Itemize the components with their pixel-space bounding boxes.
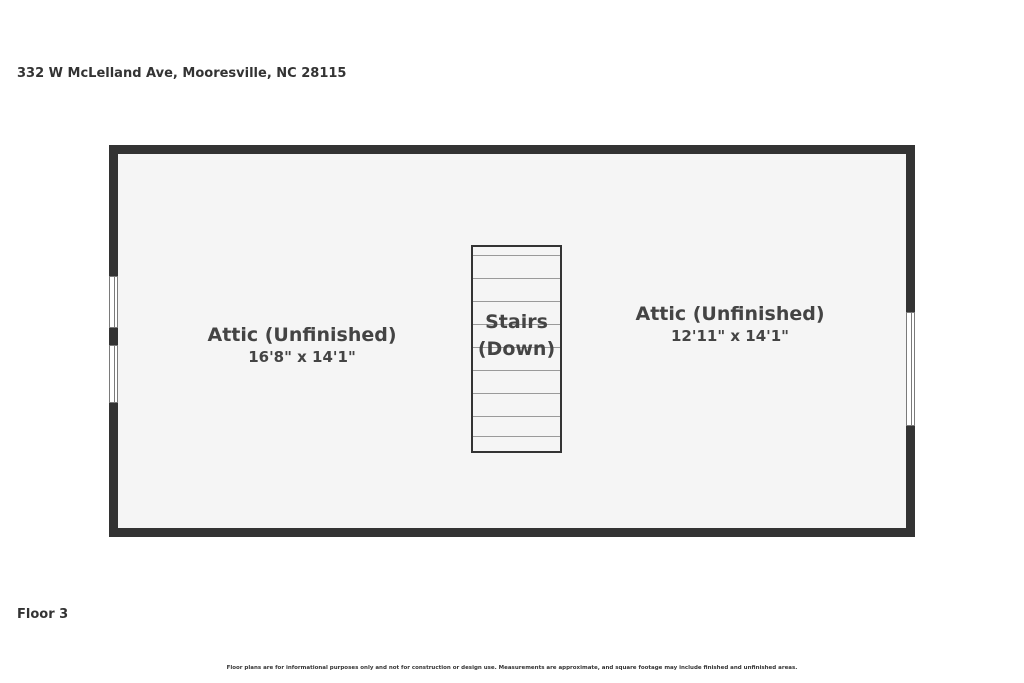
window-left-upper — [109, 276, 118, 328]
stair-tread — [473, 255, 560, 256]
stair-tread — [473, 301, 560, 302]
room-name: Attic (Unfinished) — [635, 303, 825, 325]
window-left-lower — [109, 345, 118, 403]
stairs-label — [473, 309, 560, 362]
stair-tread — [473, 436, 560, 437]
floor-label: Floor 3 — [17, 607, 69, 622]
room-name: Attic (Unfinished) — [207, 324, 397, 346]
stair-tread — [473, 370, 560, 371]
stair-tread — [473, 393, 560, 394]
stair-tread — [473, 278, 560, 279]
room-dimensions: 16'8" x 14'1" — [248, 347, 356, 366]
room-attic-left — [192, 324, 412, 368]
stairs-label-line1: Stairs — [485, 311, 548, 333]
room-attic-right — [620, 303, 840, 347]
property-address: 332 W McLelland Ave, Mooresville, NC 28115 — [17, 66, 347, 81]
stair-tread — [473, 416, 560, 417]
stairs — [471, 245, 562, 453]
room-dimensions: 12'11" x 14'1" — [671, 326, 789, 345]
window-right — [906, 312, 915, 426]
disclaimer: Floor plans are for informational purposes only and not for construction or design use. Measurements are approximate, and square footage may include finished and unfinished areas. — [226, 665, 798, 671]
stairs-label-line2: (Down) — [477, 337, 556, 360]
